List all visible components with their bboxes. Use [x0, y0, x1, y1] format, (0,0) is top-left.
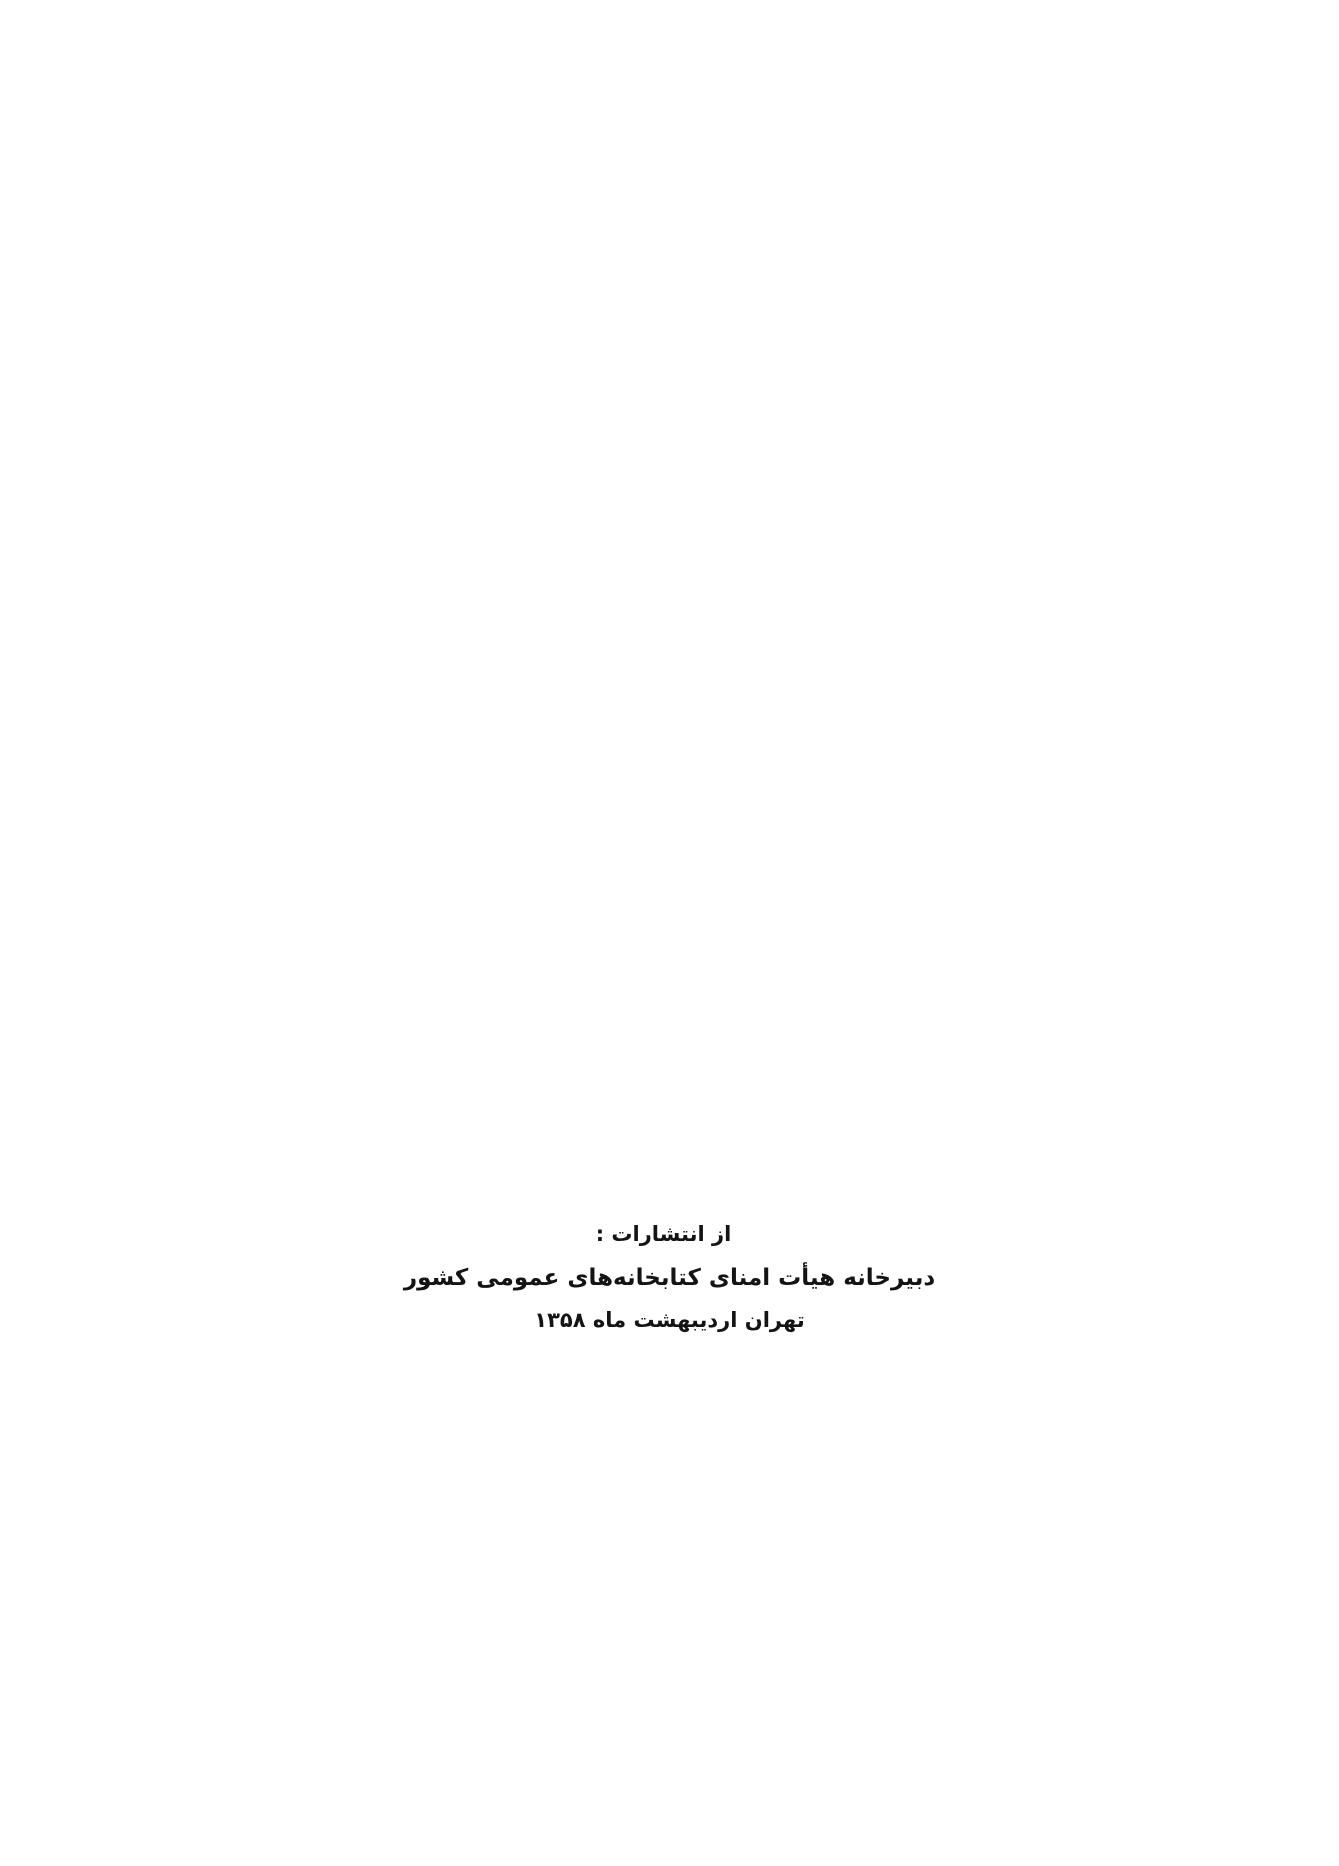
publisher-label: از انتشارات : [595, 1222, 732, 1246]
imprint-block [0, 1218, 1339, 1337]
publisher-name: دبیرخانه هیأت امنای کتابخانه‌های عمومی کشور [403, 1264, 936, 1291]
place-and-date: تهران اردیبهشت ماه ۱۳۵۸ [534, 1308, 805, 1333]
